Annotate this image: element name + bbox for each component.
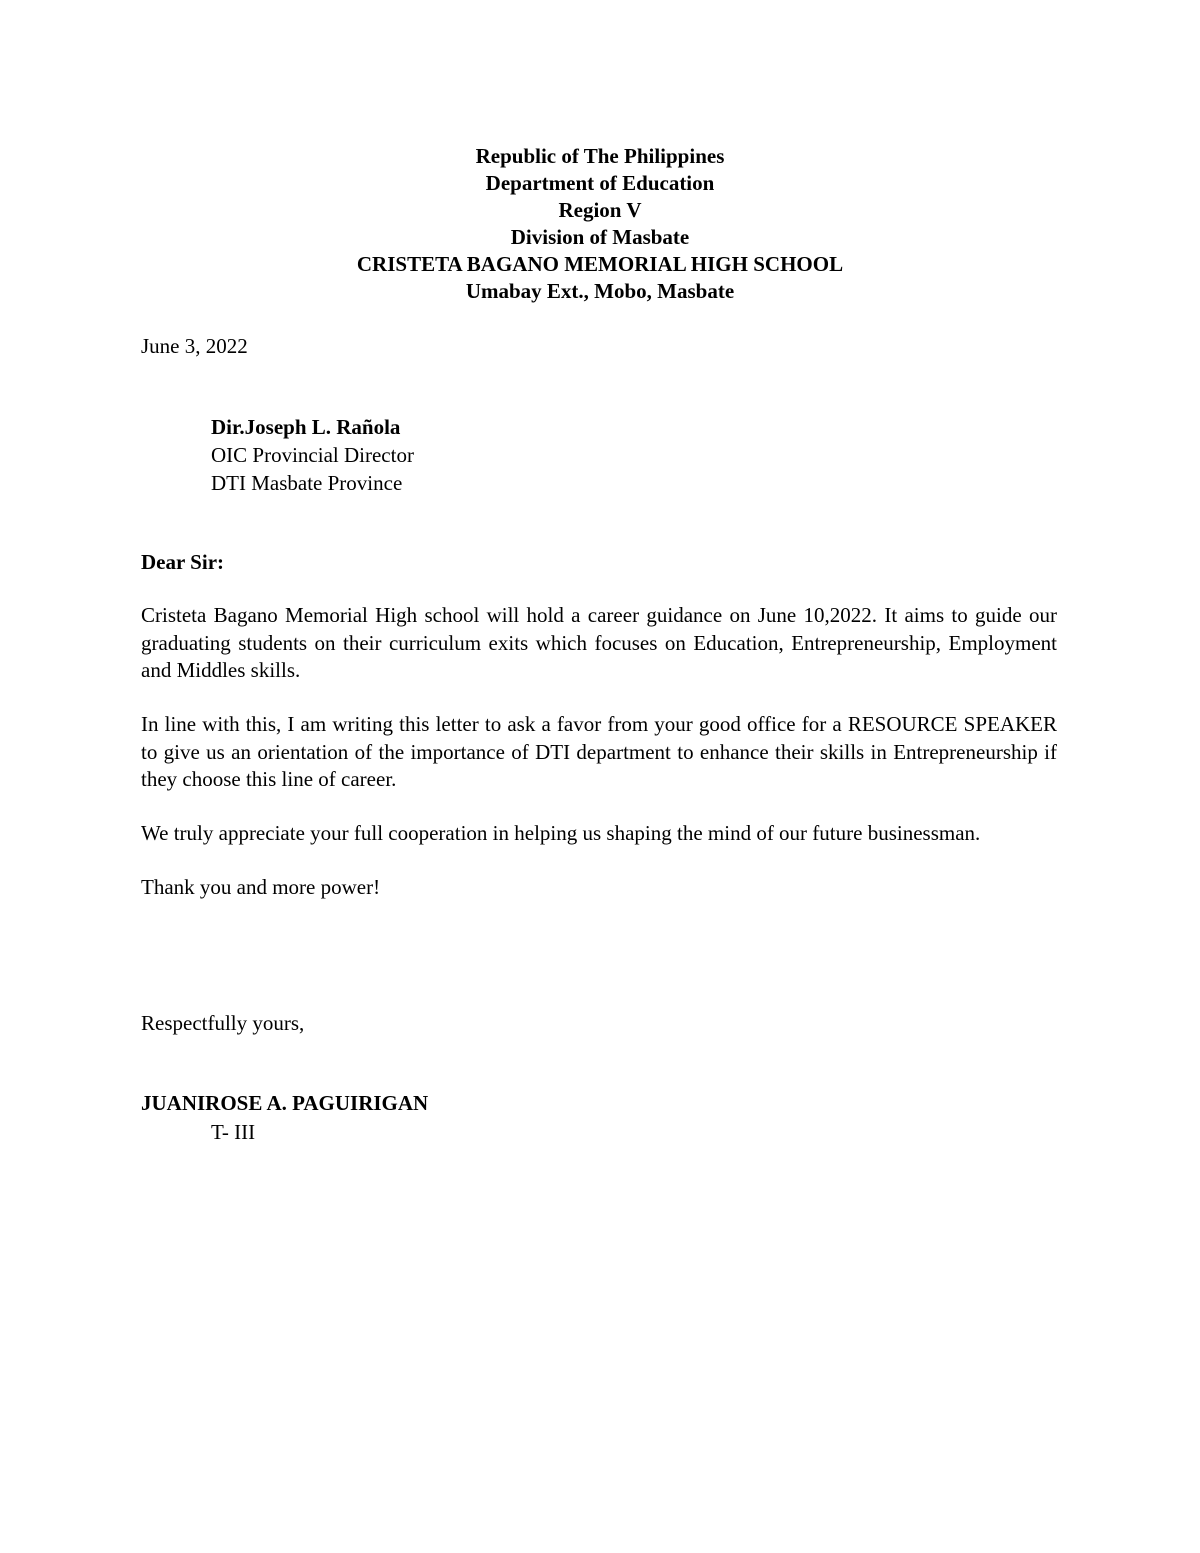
body-paragraph-2: In line with this, I am writing this letter to ask a favor from your good office for a RESOURCE SPEAKER to give us an orientation of the importance of DTI department to enhance their skills in Entrepreneurship if they choose this line of career.	[141, 712, 1057, 791]
recipient-office: DTI Masbate Province	[211, 471, 403, 495]
body-paragraph-3: We truly appreciate your full cooperation in helping us shaping the mind of our future businessman.	[141, 821, 981, 845]
letterhead-school: CRISTETA BAGANO MEMORIAL HIGH SCHOOL	[356, 252, 844, 276]
letterhead	[140, 143, 1060, 305]
signer-title: T- III	[211, 1120, 256, 1144]
signer-name: JUANIROSE A. PAGUIRIGAN	[141, 1091, 429, 1115]
letterhead-address: Umabay Ext., Mobo, Masbate	[465, 279, 735, 303]
recipient-position: OIC Provincial Director	[211, 443, 414, 467]
body-paragraph-4: Thank you and more power!	[141, 875, 381, 899]
letterhead-country: Republic of The Philippines	[475, 144, 725, 168]
salutation: Dear Sir:	[141, 550, 225, 574]
recipient-block	[211, 413, 414, 497]
complimentary-closing: Respectfully yours,	[141, 1011, 305, 1035]
letterhead-department: Department of Education	[485, 171, 715, 195]
body-paragraph-1: Cristeta Bagano Memorial High school will hold a career guidance on June 10,2022. It aims to guide our graduating students on their curriculum exits which focuses on Education, Entrepreneurship, Employment and Middles skills.	[141, 603, 1057, 682]
letterhead-division: Division of Masbate	[510, 225, 690, 249]
recipient-name: Dir.Joseph L. Rañola	[211, 415, 401, 439]
letter-date: June 3, 2022	[141, 334, 248, 358]
letterhead-region: Region V	[558, 198, 642, 222]
